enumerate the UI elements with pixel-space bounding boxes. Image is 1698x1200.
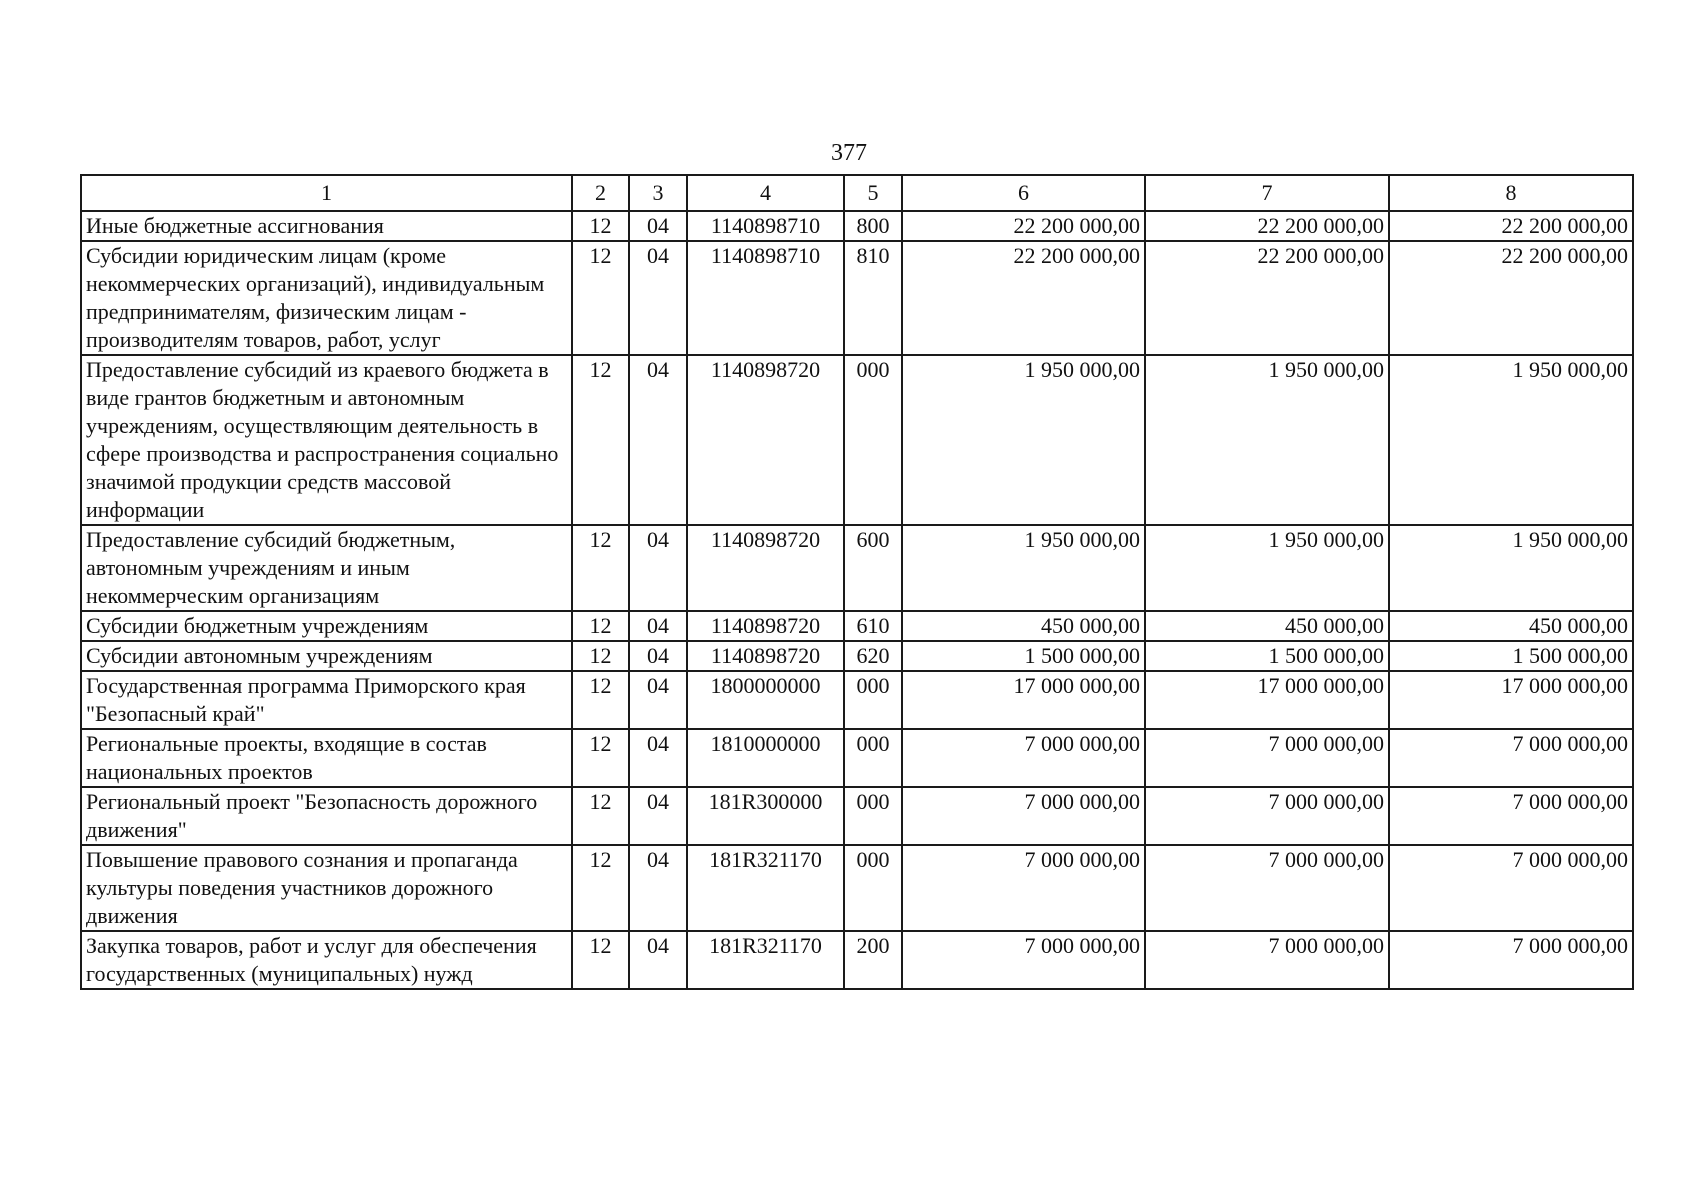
row-expense-type: 000	[844, 845, 902, 931]
row-subsection: 04	[629, 845, 687, 931]
table-row	[81, 641, 1633, 671]
row-amount-col-6: 7 000 000,00	[902, 931, 1145, 989]
header-col-3: 3	[629, 175, 687, 211]
row-name: Субсидии автономным учреждениям	[81, 641, 572, 671]
row-target-article: 1140898710	[687, 241, 844, 355]
row-subsection: 04	[629, 787, 687, 845]
row-amount-col-7: 1 950 000,00	[1145, 355, 1389, 525]
row-amount-col-7: 1 950 000,00	[1145, 525, 1389, 611]
header-row	[81, 175, 1633, 211]
row-amount-col-6: 7 000 000,00	[902, 787, 1145, 845]
row-subsection: 04	[629, 211, 687, 241]
row-section: 12	[572, 729, 629, 787]
row-amount-col-6: 17 000 000,00	[902, 671, 1145, 729]
row-amount-col-6: 1 950 000,00	[902, 355, 1145, 525]
row-subsection: 04	[629, 611, 687, 641]
table-row	[81, 211, 1633, 241]
budget-table	[80, 174, 1634, 990]
row-amount-col-7: 22 200 000,00	[1145, 211, 1389, 241]
row-target-article: 181R300000	[687, 787, 844, 845]
row-expense-type: 800	[844, 211, 902, 241]
row-amount-col-8: 22 200 000,00	[1389, 241, 1633, 355]
row-amount-col-8: 450 000,00	[1389, 611, 1633, 641]
header-col-5: 5	[844, 175, 902, 211]
row-name: Региональный проект "Безопасность дорожного движения"	[81, 787, 572, 845]
row-amount-col-6: 22 200 000,00	[902, 211, 1145, 241]
row-section: 12	[572, 355, 629, 525]
row-name: Субсидии бюджетным учреждениям	[81, 611, 572, 641]
row-amount-col-7: 7 000 000,00	[1145, 729, 1389, 787]
row-subsection: 04	[629, 241, 687, 355]
row-amount-col-8: 7 000 000,00	[1389, 845, 1633, 931]
row-target-article: 181R321170	[687, 845, 844, 931]
row-amount-col-8: 1 950 000,00	[1389, 525, 1633, 611]
row-amount-col-6: 7 000 000,00	[902, 729, 1145, 787]
row-amount-col-6: 22 200 000,00	[902, 241, 1145, 355]
row-section: 12	[572, 931, 629, 989]
row-target-article: 1810000000	[687, 729, 844, 787]
row-target-article: 181R321170	[687, 931, 844, 989]
row-section: 12	[572, 211, 629, 241]
table-row	[81, 845, 1633, 931]
header-col-6: 6	[902, 175, 1145, 211]
table-row	[81, 671, 1633, 729]
row-section: 12	[572, 241, 629, 355]
table-row	[81, 241, 1633, 355]
row-name: Предоставление субсидий из краевого бюджета в виде грантов бюджетным и автономным учреждениям, осуществляющим деятельность в сфере производства и распространения социально значимой продукции средств массовой информации	[81, 355, 572, 525]
row-name: Иные бюджетные ассигнования	[81, 211, 572, 241]
row-name: Субсидии юридическим лицам (кроме некоммерческих организаций), индивидуальным предпринимателям, физическим лицам - производителям товаров, работ, услуг	[81, 241, 572, 355]
row-name: Повышение правового сознания и пропаганда культуры поведения участников дорожного движения	[81, 845, 572, 931]
row-expense-type: 810	[844, 241, 902, 355]
row-subsection: 04	[629, 355, 687, 525]
table-header	[81, 175, 1633, 211]
header-col-1: 1	[81, 175, 572, 211]
row-subsection: 04	[629, 729, 687, 787]
row-amount-col-8: 7 000 000,00	[1389, 729, 1633, 787]
row-expense-type: 620	[844, 641, 902, 671]
row-subsection: 04	[629, 525, 687, 611]
row-subsection: 04	[629, 931, 687, 989]
row-target-article: 1140898720	[687, 355, 844, 525]
row-expense-type: 000	[844, 355, 902, 525]
row-amount-col-6: 1 950 000,00	[902, 525, 1145, 611]
row-amount-col-7: 7 000 000,00	[1145, 787, 1389, 845]
row-section: 12	[572, 671, 629, 729]
row-amount-col-7: 7 000 000,00	[1145, 931, 1389, 989]
row-amount-col-8: 1 950 000,00	[1389, 355, 1633, 525]
row-subsection: 04	[629, 671, 687, 729]
row-amount-col-8: 7 000 000,00	[1389, 787, 1633, 845]
row-target-article: 1140898710	[687, 211, 844, 241]
row-expense-type: 200	[844, 931, 902, 989]
table-body	[81, 211, 1633, 989]
row-target-article: 1140898720	[687, 611, 844, 641]
row-expense-type: 000	[844, 729, 902, 787]
row-expense-type: 610	[844, 611, 902, 641]
row-amount-col-7: 1 500 000,00	[1145, 641, 1389, 671]
row-amount-col-8: 17 000 000,00	[1389, 671, 1633, 729]
page-number: 377	[831, 140, 867, 166]
header-col-2: 2	[572, 175, 629, 211]
row-section: 12	[572, 845, 629, 931]
header-col-4: 4	[687, 175, 844, 211]
row-amount-col-6: 1 500 000,00	[902, 641, 1145, 671]
row-amount-col-8: 7 000 000,00	[1389, 931, 1633, 989]
row-name: Закупка товаров, работ и услуг для обеспечения государственных (муниципальных) нужд	[81, 931, 572, 989]
row-target-article: 1800000000	[687, 671, 844, 729]
row-amount-col-6: 450 000,00	[902, 611, 1145, 641]
row-amount-col-8: 22 200 000,00	[1389, 211, 1633, 241]
row-amount-col-8: 1 500 000,00	[1389, 641, 1633, 671]
table-row	[81, 355, 1633, 525]
row-section: 12	[572, 641, 629, 671]
row-amount-col-6: 7 000 000,00	[902, 845, 1145, 931]
row-name: Государственная программа Приморского края "Безопасный край"	[81, 671, 572, 729]
row-target-article: 1140898720	[687, 641, 844, 671]
row-amount-col-7: 7 000 000,00	[1145, 845, 1389, 931]
row-name: Региональные проекты, входящие в состав национальных проектов	[81, 729, 572, 787]
row-section: 12	[572, 611, 629, 641]
row-amount-col-7: 450 000,00	[1145, 611, 1389, 641]
table-row	[81, 525, 1633, 611]
table-row	[81, 611, 1633, 641]
table-row	[81, 787, 1633, 845]
row-amount-col-7: 17 000 000,00	[1145, 671, 1389, 729]
row-section: 12	[572, 787, 629, 845]
row-section: 12	[572, 525, 629, 611]
row-expense-type: 000	[844, 787, 902, 845]
table-row	[81, 931, 1633, 989]
row-amount-col-7: 22 200 000,00	[1145, 241, 1389, 355]
row-name: Предоставление субсидий бюджетным, автономным учреждениям и иным некоммерческим организациям	[81, 525, 572, 611]
row-expense-type: 000	[844, 671, 902, 729]
header-col-7: 7	[1145, 175, 1389, 211]
row-subsection: 04	[629, 641, 687, 671]
header-col-8: 8	[1389, 175, 1633, 211]
table-row	[81, 729, 1633, 787]
row-expense-type: 600	[844, 525, 902, 611]
row-target-article: 1140898720	[687, 525, 844, 611]
